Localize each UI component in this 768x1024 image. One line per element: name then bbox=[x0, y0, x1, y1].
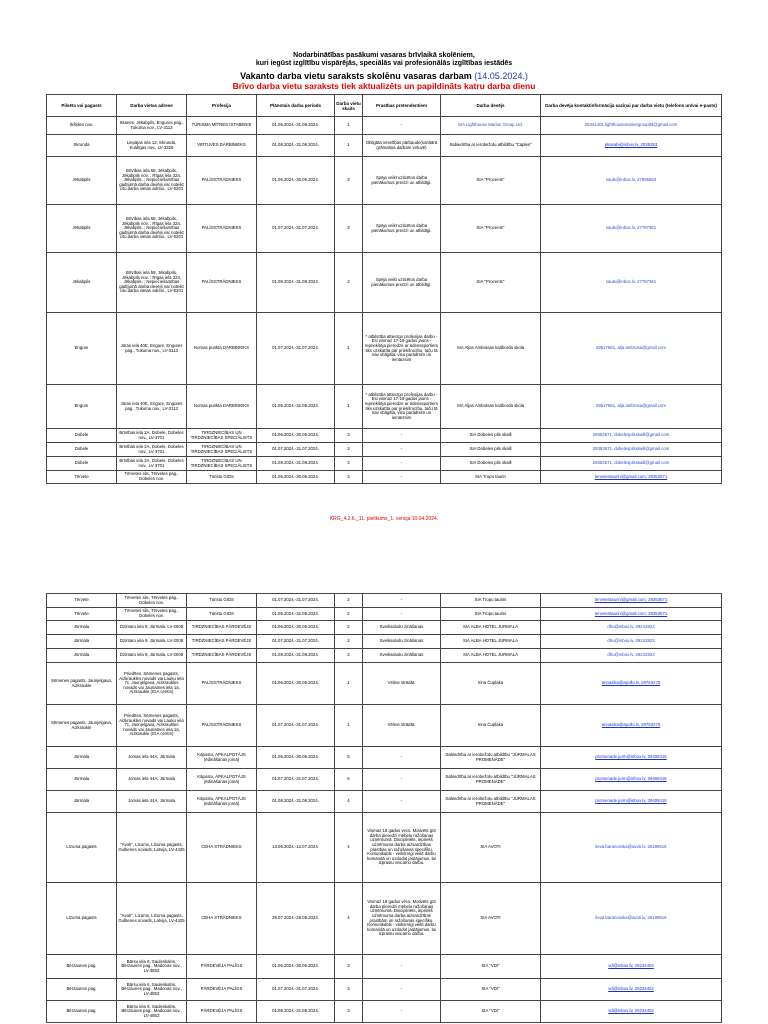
cell-profession: TIRDZNIECĪBAS PĀRDEVĒJS bbox=[187, 635, 257, 649]
cell-requirements: * atbilstība attiecīgo profesijas darbu - Esi vismaz 17-19 gadus jauns - Iepriekšēja pieredze ar ūdenssportiem tiks uzskatīta par priekšrocību, taču tā nav obligāta, visu parādīsim un iemācīsim bbox=[363, 385, 441, 429]
cell-period: 01.07.2024.-31.07.2024. bbox=[257, 979, 335, 1001]
cell-requirements: - bbox=[363, 594, 441, 608]
cell-contact bbox=[541, 313, 722, 385]
table-row bbox=[47, 594, 722, 608]
cell-profession: PĀRDEVĒJA PALĪGS bbox=[187, 979, 257, 1001]
cell-requirements: Obligāta veselības pārbaude(sanitārā grāmatiņa darbam virtuvē) bbox=[363, 135, 441, 157]
cell-count: 2 bbox=[335, 621, 363, 635]
table-row bbox=[47, 253, 722, 313]
cell-requirements: Sveiksalodu zināšanas bbox=[363, 621, 441, 635]
cell-contact bbox=[541, 791, 722, 813]
cell-count: 4 bbox=[335, 813, 363, 883]
cell-city: Dobele bbox=[47, 443, 117, 457]
cell-profession: PĀRDEVĒJA PALĪGS bbox=[187, 1001, 257, 1023]
cell-profession: TIRDZNIECĪBAS UN TIRDZNIECĪBAS SPECIĀLISTS bbox=[187, 429, 257, 443]
cell-period: 01.08.2024.-31.08.2024. bbox=[257, 1001, 335, 1023]
title-text: Vakanto darba vietu saraksts skolēnu vasaras darbam bbox=[240, 71, 472, 81]
table-row bbox=[47, 955, 722, 979]
cell-address: Bārsu iela 6, Sauleskalns, Bērzaunes pag., Madonas nov., LV-4853 bbox=[117, 1001, 187, 1023]
cell-requirements: - bbox=[363, 457, 441, 471]
cell-employer: SIA "VDI" bbox=[441, 955, 541, 979]
highlighted-text: saule@inbox.lv, 27797361 bbox=[605, 279, 657, 285]
cell-profession: PALĪGSTRĀDNIEKS bbox=[187, 705, 257, 747]
cell-address: Priedītes, Sēmenes pagasts, Aizkraukles novads vai Lauku iela 7c, Jaunjelgava, Aizkraukles novads vai Jaunatnes iela 1a, Aizkraukle (IGA centrs) bbox=[117, 705, 187, 747]
cell-address: Jūras iela 40E, Engure, Engures pag., Tukuma nov., LV-3113 bbox=[117, 313, 187, 385]
cell-period: 01.08.2024.-31.08.2024. bbox=[257, 649, 335, 663]
cell-address: Bārsu iela 6, Sauleskalns, Bērzaunes pag., Madonas nov., LV-4853 bbox=[117, 979, 187, 1001]
cell-address: Tērvetes sils, Tērvetes pag., Dobeles nov. bbox=[117, 608, 187, 621]
cell-address: Jūras iela 40E, Engure, Engures pag., Tukuma nov., LV-3113 bbox=[117, 385, 187, 429]
cell-requirements: - bbox=[363, 747, 441, 769]
cell-city: Bērzaunes pag. bbox=[47, 1001, 117, 1023]
cell-requirements: Spēja veikt uzticētos darba pienākumus precīzi un atbildīgi. bbox=[363, 157, 441, 205]
header-line2: kuri iegūst izglītību vispārējās, speciālās vai profesionālās izglītības iestādēs bbox=[255, 60, 513, 67]
cell-count: 4 bbox=[335, 791, 363, 813]
cell-count: 2 bbox=[335, 253, 363, 313]
cell-count: 2 bbox=[335, 635, 363, 649]
cell-city: Jūrmala bbox=[47, 791, 117, 813]
cell-contact bbox=[541, 663, 722, 705]
cell-count: 5 bbox=[335, 747, 363, 769]
cell-employer: SIA Aljas Ambrasas kaitborda skola bbox=[441, 313, 541, 385]
cell-city: Jēkabpils bbox=[47, 157, 117, 205]
cell-profession: TIRDZNIECĪBAS UN TIRDZNIECĪBAS SPECIĀLISTS bbox=[187, 457, 257, 471]
contact-email-link[interactable]: promenade.jurm@inbox.lv, 29408416 bbox=[595, 776, 667, 782]
col-header-requirements: Prasības pretendentiem bbox=[363, 95, 441, 117]
cell-contact bbox=[541, 471, 722, 484]
cell-profession: Kāpostu, APKALPOTĀJS (ēdināšanas jomā) bbox=[187, 747, 257, 769]
cell-contact bbox=[541, 769, 722, 791]
cell-contact bbox=[541, 649, 722, 663]
cell-employer: SIA Dobeles pils skaill bbox=[441, 429, 541, 443]
cell-count: 3 bbox=[335, 157, 363, 205]
highlighted-text: dhu@inbox.lv, 29242823 bbox=[607, 652, 655, 658]
cell-period: 01.06.2024.-30.06.2024. bbox=[257, 955, 335, 979]
header-intro bbox=[0, 52, 768, 68]
cell-period: 01.08.2024.-31.08.2024. bbox=[257, 608, 335, 621]
cell-requirements: Sveiksalodu zināšanas bbox=[363, 635, 441, 649]
cell-address: Jomas iela 44A, Jūrmala bbox=[117, 791, 187, 813]
cell-city: Bērzaunes pag. bbox=[47, 955, 117, 979]
cell-employer: Sabiedrība ar ierobežotu atbildību "JŪRMALAS PROMENĀDE" bbox=[441, 769, 541, 791]
cell-contact bbox=[541, 135, 722, 157]
cell-profession: TŪRISMA MĪTNES ISTABENIS bbox=[187, 117, 257, 135]
cell-period: 01.06.2024.-30.06.2024. bbox=[257, 471, 335, 484]
table-row bbox=[47, 1001, 722, 1023]
cell-profession: Tūristu GIDS bbox=[187, 594, 257, 608]
cell-employer: SIA AVOTI bbox=[441, 883, 541, 955]
cell-profession: Kāpostu, APKALPOTĀJS (ēdināšanas jomā) bbox=[187, 769, 257, 791]
cell-city: Jēkabpils bbox=[47, 205, 117, 253]
cell-contact bbox=[541, 429, 722, 443]
table-row bbox=[47, 135, 722, 157]
table-row bbox=[47, 813, 722, 883]
cell-employer: SIA "Procents" bbox=[441, 253, 541, 313]
cell-contact bbox=[541, 635, 722, 649]
col-header-contact: Darba devēja kontaktinformācija saziņai par darba vietu (telefons un/vai e-pasts) bbox=[541, 95, 722, 117]
cell-count: 3 bbox=[335, 955, 363, 979]
cell-period: 01.06.2024.-30.06.2024. bbox=[257, 621, 335, 635]
cell-city: Tērvete bbox=[47, 608, 117, 621]
cell-address: Jomas iela 44A, Jūrmala bbox=[117, 747, 187, 769]
cell-count: 2 bbox=[335, 608, 363, 621]
cell-city: Skrunda bbox=[47, 135, 117, 157]
contact-email-link[interactable]: tervetestaurini@gmail.com, 29353571 bbox=[594, 473, 668, 479]
cell-count: 2 bbox=[335, 649, 363, 663]
cell-employer: SIA ALBA HOTEL JURMALA bbox=[441, 649, 541, 663]
cell-employer: SIA "Procents" bbox=[441, 205, 541, 253]
cell-city: Sēmenes pagasts, Jaunjelgava, Aizkraukle bbox=[47, 663, 117, 705]
table-row bbox=[47, 471, 722, 484]
contact-email-link[interactable]: pkasabi@inbox.lv, 2035353 bbox=[604, 142, 658, 148]
cell-requirements: - bbox=[363, 1001, 441, 1023]
cell-requirements: * atbilstība attiecīgo profesijas darbu - Esi vismaz 17-19 gadus jauns - Iepriekšēja pieredze ar ūdenssportiem tiks uzskatīta par priekšrocību, taču tā nav obligāta, visu parādīsim un iemācīsim bbox=[363, 313, 441, 385]
cell-profession: TIRDZNIECĪBAS PĀRDEVĒJS bbox=[187, 621, 257, 635]
cell-address: Tērvetes sils, Tērvetes pag., Dobeles nov. bbox=[117, 471, 187, 484]
contact-email-link[interactable]: vdi@inbox.lv, 29234402 bbox=[608, 1008, 654, 1014]
table-row bbox=[47, 705, 722, 747]
cell-period: 01.08.2024.-31.08.2024. bbox=[257, 457, 335, 471]
cell-city: Jūrmala bbox=[47, 635, 117, 649]
cell-count: 3 bbox=[335, 471, 363, 484]
cell-count: 3 bbox=[335, 979, 363, 1001]
vacancy-table-1 bbox=[46, 94, 722, 484]
table-row bbox=[47, 649, 722, 663]
cell-period: 01.06.2024.-31.08.2024. bbox=[257, 117, 335, 135]
cell-contact bbox=[541, 883, 722, 955]
cell-employer: SIA Aljas Ambrasas kaitborda skola bbox=[441, 385, 541, 429]
cell-employer: Irina Čuplaka bbox=[441, 663, 541, 705]
cell-requirements: - bbox=[363, 769, 441, 791]
cell-requirements: Spēja veikt uzticētos darba pienākumus precīzi un atbildīgi. bbox=[363, 205, 441, 253]
cell-period: 13.06.2024.-12.07.2024. bbox=[257, 813, 335, 883]
cell-period: 01.08.2024.-31.08.2024. bbox=[257, 135, 335, 157]
col-header-count: Darba vietu skaits bbox=[335, 95, 363, 117]
cell-requirements: Vismaz 18 gadus vecs. Motivēts gūt darba pieredzi mēbeļu ražošanas uzņēmumā. Disciplinēts, iepriekš uzņēmuma darba aizsardzības prasībām un ražošanas specifiku. Komunikabls - veiksmīgi veikt darbu komandā un uzdodot jautājumus, lai izprastu veicamo darbu. bbox=[363, 883, 441, 955]
highlighted-text: saule@inbox.lv, 27797361 bbox=[605, 225, 657, 231]
contact-email-link[interactable]: annasika@apollo.lv, 29753275 bbox=[601, 722, 661, 728]
cell-contact bbox=[541, 1001, 722, 1023]
cell-profession: CEHA STRĀDNIEKS bbox=[187, 883, 257, 955]
cell-contact bbox=[541, 157, 722, 205]
cell-employer: SIA Tropu taurini bbox=[441, 594, 541, 608]
cell-city: Dobele bbox=[47, 457, 117, 471]
cell-period: 01.07.2024.-31.07.2024. bbox=[257, 769, 335, 791]
cell-profession: CEHA STRĀDNIEKS bbox=[187, 813, 257, 883]
cell-profession: PALĪGSTRĀDNIEKS bbox=[187, 253, 257, 313]
cell-profession: Tūristu GIDS bbox=[187, 471, 257, 484]
cell-contact bbox=[541, 253, 722, 313]
contact-email-link[interactable]: promenade.jurm@inbox.lv, 29408416 bbox=[595, 754, 667, 760]
highlighted-text: lieva.baranovska@avoti.lv, 26199916 bbox=[595, 844, 667, 850]
cell-requirements: - bbox=[363, 117, 441, 135]
cell-contact bbox=[541, 457, 722, 471]
cell-count: 1 bbox=[335, 663, 363, 705]
cell-requirements: - bbox=[363, 471, 441, 484]
cell-city: Sēmenes pagasts, Jaunjelgava, Aizkraukle bbox=[47, 705, 117, 747]
cell-address: Jomas iela 44A, Jūrmala bbox=[117, 769, 187, 791]
cell-employer: Irina Čuplaka bbox=[441, 705, 541, 747]
cell-address: Dzintaru iela 9, Jūrmala, LV-2008 bbox=[117, 621, 187, 635]
cell-profession: PALĪGSTRĀDNIEKS bbox=[187, 157, 257, 205]
cell-contact bbox=[541, 205, 722, 253]
cell-employer bbox=[441, 117, 541, 135]
cell-employer: Sabiedrība ar ierobežotu atbildību "Caples" bbox=[441, 135, 541, 157]
col-header-address: Darba vietas adrese bbox=[117, 95, 187, 117]
contact-email-link[interactable]: vdi@inbox.lv, 29234402 bbox=[608, 963, 654, 969]
cell-employer: SIA Tropu taurin bbox=[441, 471, 541, 484]
table-row bbox=[47, 457, 722, 471]
cell-profession: TIRDZNIECĪBAS PĀRDEVĒJS bbox=[187, 649, 257, 663]
cell-period: 01.07.2024.-31.07.2024. bbox=[257, 313, 335, 385]
contact-email-link[interactable]: tervetestaurini@gmail.com, 29353571 bbox=[594, 597, 668, 603]
table-row bbox=[47, 769, 722, 791]
cell-profession: Kāpostu, APKALPOTĀJS (ēdināšanas jomā) bbox=[187, 791, 257, 813]
table-row bbox=[47, 979, 722, 1001]
highlighted-text: 29353571, dobelespilsskaill@gmail.com bbox=[592, 432, 670, 438]
contact-email-link[interactable]: vdi@inbox.lv, 29234402 bbox=[608, 986, 654, 992]
cell-address: Tērvetes sils, Tērvetes pag., Dobeles nov. bbox=[117, 594, 187, 608]
cell-count: 3 bbox=[335, 205, 363, 253]
cell-profession: PĀRDEVĒJA PALĪGS bbox=[187, 955, 257, 979]
cell-requirements: Spēja veikt uzticētos darba pienākumus precīzi un atbildīgi. bbox=[363, 253, 441, 313]
cell-city: Bērzaunes pag. bbox=[47, 979, 117, 1001]
cell-count: 3 bbox=[335, 457, 363, 471]
table-header-row bbox=[47, 95, 722, 117]
cell-count: 1 bbox=[335, 705, 363, 747]
cell-period: 01.06.2024.-30.06.2024. bbox=[257, 157, 335, 205]
highlighted-text: dhu@inbox.lv, 29242823 bbox=[607, 624, 655, 630]
cell-city: Tērvete bbox=[47, 594, 117, 608]
page-footnote: KRG_4.2.6._11. pielikums_1. versija 10.04.2024. bbox=[329, 516, 439, 522]
cell-employer: SIA "VDI" bbox=[441, 979, 541, 1001]
cell-count: 3 bbox=[335, 1001, 363, 1023]
cell-contact bbox=[541, 117, 722, 135]
highlighted-text: saule@inbox.lv, 27595653 bbox=[605, 177, 657, 183]
cell-employer: Sabiedrība ar ierobežotu atbildību "JŪRMALAS PROMENĀDE" bbox=[441, 747, 541, 769]
cell-count: 3 bbox=[335, 443, 363, 457]
cell-city: Jūrmala bbox=[47, 769, 117, 791]
highlighted-text: 29353571, dobelespilsskaill@gmail.com bbox=[592, 460, 670, 466]
cell-period: 01.07.2024.-31.07.2024. bbox=[257, 443, 335, 457]
highlighted-text: dhu@inbox.lv, 29242823 bbox=[607, 638, 655, 644]
cell-profession: Tūristu GIDS bbox=[187, 608, 257, 621]
cell-employer: SIA Tropu taurini bbox=[441, 608, 541, 621]
cell-address: Brīvības iela 2A, Dobele, Dobeles nov., LV-3701 bbox=[117, 429, 187, 443]
cell-contact bbox=[541, 813, 722, 883]
cell-requirements: Sveiksalodu zināšanas bbox=[363, 649, 441, 663]
cell-address: "Avoti", Līzums, Līzuma pagasts, Gulbenes novads, Latvija, LV-4425 bbox=[117, 883, 187, 955]
cell-address: Brīvības iela 58, Jēkabpils, Jēkabpils nov. ; Rīgas iela 324, Jēkabpils, ; Nepieciešamības gadījumā darba devējs var noteikt citu darba vietas adresi., LV-5201 bbox=[117, 157, 187, 205]
col-header-city: Pilsēta vai pagasts bbox=[47, 95, 117, 117]
cell-address: Brīvības iela 2A, Dobele, Dobeles nov., LV-3701 bbox=[117, 457, 187, 471]
highlighted-text: 29517551, alja.ambrosa@gmail.com bbox=[595, 403, 667, 409]
cell-period: 01.07.2024.-31.07.2024. bbox=[257, 205, 335, 253]
cell-employer: SIA AVOTI bbox=[441, 813, 541, 883]
table-row bbox=[47, 791, 722, 813]
cell-address: Brīvības iela 58, Jēkabpils, Jēkabpils nov. ; Rīgas iela 324, Jēkabpils, ; Nepieciešamības gadījumā darba devējs var noteikt citu darba vietas adresi., LV-5201 bbox=[117, 253, 187, 313]
cell-profession: TIRDZNIECĪBAS UN TIRDZNIECĪBAS SPECIĀLISTS bbox=[187, 443, 257, 457]
table-row bbox=[47, 635, 722, 649]
cell-profession: PALĪGSTRĀDNIEKS bbox=[187, 663, 257, 705]
cell-employer: SIA ALBA HOTEL JURMALA bbox=[441, 635, 541, 649]
cell-period: 01.07.2024.-31.07.2024. bbox=[257, 594, 335, 608]
cell-requirements: Vēlme strādāt. bbox=[363, 705, 441, 747]
vacancy-table-2 bbox=[46, 593, 722, 1023]
highlighted-text: 26341401;lighthousemarinegroupltd@gmail.com bbox=[584, 122, 678, 128]
cell-city: Engure bbox=[47, 385, 117, 429]
cell-employer: SIA "Procents" bbox=[441, 157, 541, 205]
cell-profession: PALĪGSTRĀDNIEKS bbox=[187, 205, 257, 253]
cell-period: 01.06.2024.-30.06.2024. bbox=[257, 747, 335, 769]
cell-address: Brīvības iela 58, Jēkabpils, Jēkabpils nov. ; Rīgas iela 324, Jēkabpils, ; Nepieciešamības gadījumā darba devējs var noteikt citu darba vietas adresi., LV-5201 bbox=[117, 205, 187, 253]
cell-contact bbox=[541, 747, 722, 769]
cell-city: Jūrmala bbox=[47, 747, 117, 769]
cell-contact bbox=[541, 705, 722, 747]
cell-requirements: - bbox=[363, 443, 441, 457]
cell-employer: SIA Dobeles pils skaill bbox=[441, 443, 541, 457]
cell-profession: Nomas punkta DARBINIEKS bbox=[187, 313, 257, 385]
contact-email-link[interactable]: annasika@apollo.lv, 29753275 bbox=[601, 680, 661, 686]
cell-period: 01.08.2024.-31.08.2024. bbox=[257, 385, 335, 429]
cell-contact bbox=[541, 979, 722, 1001]
col-header-period: Plānotais darba periods bbox=[257, 95, 335, 117]
cell-requirements: Vēlme strādāt. bbox=[363, 663, 441, 705]
cell-requirements: - bbox=[363, 429, 441, 443]
highlighted-text: 29353571, dobelespilsskaill@gmail.com bbox=[592, 446, 670, 452]
cell-city: Līzuma pagasts bbox=[47, 813, 117, 883]
cell-requirements: - bbox=[363, 791, 441, 813]
cell-address: Liepājas iela 12, Skrunda, Kuldīgas nov., LV-3326 bbox=[117, 135, 187, 157]
cell-address: Bārsu iela 6, Sauleskalns, Bērzaunes pag., Madonas nov., LV-4853 bbox=[117, 955, 187, 979]
cell-profession: Nomas punkta DARBINIEKS bbox=[187, 385, 257, 429]
cell-requirements: - bbox=[363, 608, 441, 621]
cell-count: 3 bbox=[335, 429, 363, 443]
cell-address: Dzintaru iela 9, Jūrmala, LV-2008 bbox=[117, 635, 187, 649]
cell-period: 01.07.2024.-31.07.2024. bbox=[257, 705, 335, 747]
cell-address: "Avoti", Līzums, Līzuma pagasts, Gulbenes novads, Latvija, LV-4425 bbox=[117, 813, 187, 883]
highlighted-text: SIA Lighthouse Marine Group Ltd. bbox=[458, 122, 523, 128]
cell-employer: SIA Dobeles pils skaill bbox=[441, 457, 541, 471]
cell-period: 01.06.2024.-30.06.2024. bbox=[257, 429, 335, 443]
cell-city: Līzuma pagasts bbox=[47, 883, 117, 955]
page-subtitle: Brīvo darba vietu saraksts tiek aktualizēts un papildināts katru darba dienu bbox=[232, 81, 536, 91]
cell-address: Skanes, Jēkabpils, Engures pag., Tukuma nov., LV-3113 bbox=[117, 117, 187, 135]
table-row bbox=[47, 157, 722, 205]
cell-count: 2 bbox=[335, 594, 363, 608]
cell-count: 1 bbox=[335, 117, 363, 135]
col-header-employer: Darba devējs bbox=[441, 95, 541, 117]
cell-employer: SIA ALBA HOTEL JURMALA bbox=[441, 621, 541, 635]
cell-contact bbox=[541, 621, 722, 635]
cell-requirements: - bbox=[363, 955, 441, 979]
cell-address: Dzintaru iela 9, Jūrmala, LV-2008 bbox=[117, 649, 187, 663]
cell-address: Brīvības iela 2A, Dobele, Dobeles nov., LV-3701 bbox=[117, 443, 187, 457]
table-row bbox=[47, 385, 722, 429]
cell-period: 01.07.2024.-31.07.2024. bbox=[257, 635, 335, 649]
cell-profession: VIRTUVES DARBINIEKS bbox=[187, 135, 257, 157]
cell-contact bbox=[541, 385, 722, 429]
cell-city: Jūrmala bbox=[47, 621, 117, 635]
cell-city: Jūrmala bbox=[47, 649, 117, 663]
cell-employer: Sabiedrība ar ierobežotu atbildību "JŪRMALAS PROMENĀDE" bbox=[441, 791, 541, 813]
highlighted-text: lieva.baranovska@avoti.lv, 26199916 bbox=[595, 915, 667, 921]
title-date: (14.05.2024.) bbox=[474, 71, 528, 81]
cell-city: Dobele bbox=[47, 429, 117, 443]
table-row bbox=[47, 883, 722, 955]
cell-count: 4 bbox=[335, 883, 363, 955]
cell-contact bbox=[541, 608, 722, 621]
table-row bbox=[47, 663, 722, 705]
table-row bbox=[47, 608, 722, 621]
cell-requirements: Vismaz 18 gadus vecs. Motivēts gūt darba pieredzi mēbeļu ražošanas uzņēmumā. Disciplinēts, iepriekš uzņēmuma darba aizsardzības prasības un ražošanas specifiku. Komunikabls - veiksmīgi veikt darbu komandā un uzdodot jautājumus, lai izprastu veicamo darbu. bbox=[363, 813, 441, 883]
cell-employer: SIA "VDI" bbox=[441, 1001, 541, 1023]
cell-period: 29.07.2024.-28.08.2024. bbox=[257, 883, 335, 955]
highlighted-text: 29517551, alja.ambrosa@gmail.com bbox=[595, 345, 667, 351]
contact-email-link[interactable]: promenade.jurm@inbox.lv, 29408416 bbox=[595, 798, 667, 804]
cell-city: Jēkabpils bbox=[47, 253, 117, 313]
cell-contact bbox=[541, 594, 722, 608]
cell-period: 01.06.2024.-30.06.2024. bbox=[257, 663, 335, 705]
header-line1: Nodarbinātības pasākumi vasaras brīvlaikā skolēniem, bbox=[293, 52, 475, 59]
table-row bbox=[47, 747, 722, 769]
table-row bbox=[47, 621, 722, 635]
cell-count: 1 bbox=[335, 313, 363, 385]
table-row bbox=[47, 313, 722, 385]
cell-city: Tērvete bbox=[47, 471, 117, 484]
cell-period: 01.08.2024.-31.08.2024. bbox=[257, 253, 335, 313]
table-row bbox=[47, 429, 722, 443]
cell-contact bbox=[541, 955, 722, 979]
table-row bbox=[47, 443, 722, 457]
table-row bbox=[47, 205, 722, 253]
cell-count: 1 bbox=[335, 135, 363, 157]
cell-period: 01.08.2024.-31.08.2024. bbox=[257, 791, 335, 813]
cell-count: 1 bbox=[335, 385, 363, 429]
cell-requirements: - bbox=[363, 979, 441, 1001]
col-header-profession: Profesija bbox=[187, 95, 257, 117]
cell-contact bbox=[541, 443, 722, 457]
table-row bbox=[47, 117, 722, 135]
cell-city: Engure bbox=[47, 313, 117, 385]
cell-city: Ikšķiles nov. bbox=[47, 117, 117, 135]
cell-count: 6 bbox=[335, 769, 363, 791]
cell-address: Priedītes, Sēmenes pagasts, Aizkraukles novads vai Lauku iela 7c, Jaunjelgava, Aizkraukles novads vai Jaunatnes iela 1a, Aizkraukle (IGA centrs) bbox=[117, 663, 187, 705]
contact-email-link[interactable]: tervetestaurini@gmail.com, 29353571 bbox=[594, 610, 668, 616]
